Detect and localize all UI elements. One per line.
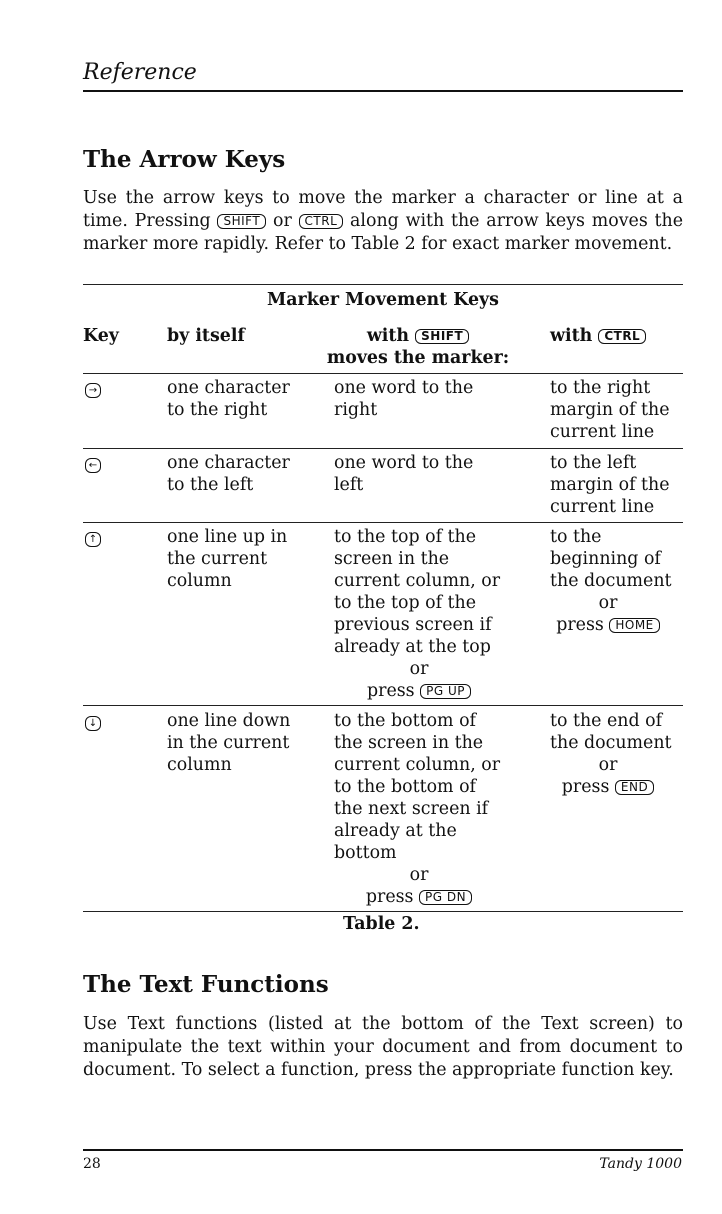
line: to the right	[167, 400, 268, 420]
line: to the end of	[550, 711, 663, 731]
line: left	[334, 475, 364, 495]
shift-key-label: SHIFT	[415, 329, 469, 344]
line: one character	[167, 453, 290, 473]
line: already at the top	[334, 637, 491, 657]
row3-with-ctrl	[550, 526, 672, 592]
line: current column, or	[334, 755, 501, 775]
up-arrow-icon: ↑	[85, 532, 101, 547]
col-header-moves: moves the marker:	[326, 348, 510, 368]
pg-up-key-label: PG UP	[420, 684, 471, 699]
row2-with-shift	[334, 452, 473, 496]
row1-by-itself	[167, 377, 290, 421]
line: one line up in	[167, 527, 288, 547]
left-arrow-icon: ←	[85, 458, 101, 473]
line: to the bottom of	[334, 777, 476, 797]
table-bottom-rule	[83, 911, 683, 912]
ctrl-key-label: CTRL	[598, 329, 646, 344]
header-rule	[83, 373, 683, 374]
shift-key-label: SHIFT	[217, 214, 266, 229]
arrow-keys-paragraph	[83, 187, 683, 256]
line: column	[167, 755, 232, 775]
section-title-arrow-keys: The Arrow Keys	[83, 146, 286, 173]
line: one word to the	[334, 453, 474, 473]
with-label: with	[550, 326, 593, 346]
line: the document	[550, 733, 672, 753]
running-head: Reference	[83, 60, 197, 85]
row3-ctrl-or: or	[598, 593, 618, 613]
line: previous screen if	[334, 615, 492, 635]
line: already at the	[334, 821, 457, 841]
row3-by-itself	[167, 526, 287, 592]
row4-shift-press	[334, 886, 504, 908]
table-title: Marker Movement Keys	[267, 290, 499, 310]
col-header-with-ctrl	[550, 325, 646, 347]
paragraph-text: along with the arrow keys moves the marker more rapidly. Refer to Table 2 for exact marker movement.	[83, 211, 684, 254]
row3-shift-press	[334, 680, 504, 702]
col-header-by-itself: by itself	[167, 326, 245, 346]
line: beginning of	[550, 549, 661, 569]
line: the next screen if	[334, 799, 489, 819]
line: one character	[167, 378, 290, 398]
row-rule	[83, 522, 683, 523]
line: the document	[550, 571, 672, 591]
line: to the top of the	[334, 527, 477, 547]
header-rule	[83, 90, 683, 92]
line: margin of the	[550, 475, 670, 495]
col-header-with-shift	[323, 325, 513, 347]
footer-rule	[83, 1149, 683, 1151]
row2-with-ctrl	[550, 452, 670, 518]
line: one word to the	[334, 378, 474, 398]
line: the screen in the	[334, 733, 484, 753]
line: to the left	[167, 475, 254, 495]
row-rule	[83, 448, 683, 449]
line: bottom	[334, 843, 397, 863]
line: to the left	[550, 453, 637, 473]
row2-by-itself	[167, 452, 290, 496]
row-rule	[83, 705, 683, 706]
col-header-key: Key	[83, 326, 119, 346]
home-key-label: HOME	[609, 618, 659, 633]
press-label: press	[561, 777, 610, 797]
row3-ctrl-press	[543, 614, 673, 636]
paragraph-text: Use the arrow keys to move the marker a character or line at a time. Pressing	[83, 188, 683, 231]
line: margin of the	[550, 400, 670, 420]
line: current column, or	[334, 571, 501, 591]
line: to the right	[550, 378, 651, 398]
row4-by-itself	[167, 710, 290, 776]
press-label: press	[365, 887, 414, 907]
row4-shift-or: or	[409, 865, 429, 885]
page-number: 28	[83, 1156, 101, 1172]
row4-ctrl-press	[543, 776, 673, 798]
line: to the	[550, 527, 602, 547]
table-caption: Table 2.	[343, 914, 420, 934]
line: column	[167, 571, 232, 591]
press-label: press	[556, 615, 604, 635]
row1-with-ctrl	[550, 377, 670, 443]
down-arrow-icon: ↓	[85, 716, 101, 731]
row4-ctrl-or: or	[598, 755, 618, 775]
line: one line down	[167, 711, 291, 731]
paragraph-text: or	[266, 211, 299, 231]
right-arrow-icon: →	[85, 383, 101, 398]
line: to the bottom of	[334, 711, 476, 731]
line: current line	[550, 497, 655, 517]
line: right	[334, 400, 378, 420]
row4-with-ctrl	[550, 710, 672, 754]
line: to the top of the	[334, 593, 477, 613]
with-label: with	[366, 326, 410, 346]
row1-with-shift	[334, 377, 473, 421]
line: current line	[550, 422, 655, 442]
line: the current	[167, 549, 268, 569]
end-key-label: END	[615, 780, 654, 795]
table-top-rule	[83, 284, 683, 285]
row4-with-shift	[334, 710, 500, 864]
row3-shift-or: or	[409, 659, 429, 679]
section-title-text-functions: The Text Functions	[83, 971, 329, 998]
pg-dn-key-label: PG DN	[419, 890, 472, 905]
press-label: press	[367, 681, 415, 701]
row3-with-shift	[334, 526, 500, 658]
book-title: Tandy 1000	[599, 1156, 682, 1172]
line: screen in the	[334, 549, 450, 569]
ctrl-key-label: CTRL	[299, 214, 344, 229]
text-functions-paragraph: Use Text functions (listed at the bottom of the Text screen) to manipulate the text within your document and from document to document. To select a function, press the appropriate function key.	[83, 1014, 683, 1080]
line: in the current	[167, 733, 290, 753]
